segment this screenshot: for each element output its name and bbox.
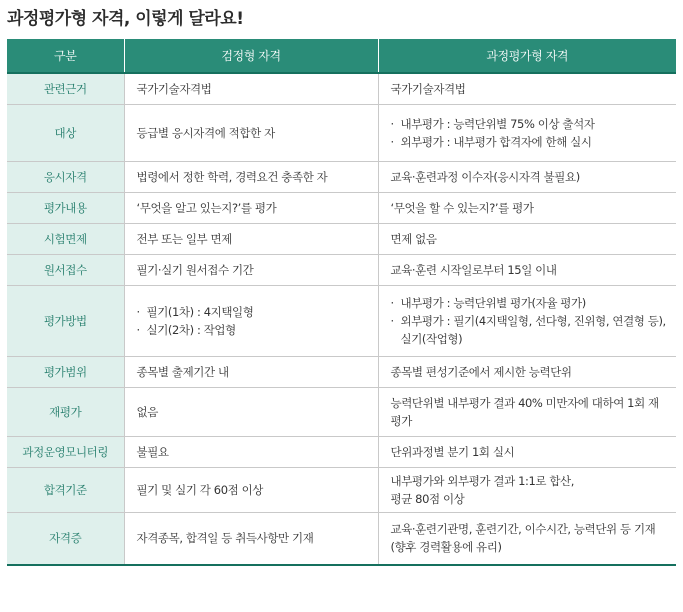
row-label: 자격증 [7, 512, 124, 565]
cell-text: 면제 없음 [390, 231, 437, 246]
cell-text: 교육·훈련 시작일로부터 15일 이내 [390, 262, 557, 277]
exam-cell [124, 387, 378, 436]
course-cell [378, 436, 676, 467]
bullet-item: · 필기(1차) : 4지택일형 [137, 303, 370, 321]
cell-text: 자격종목, 합격일 등 취득사항만 기재 [136, 531, 314, 546]
course-cell [378, 104, 676, 161]
cell-text: 필기 및 실기 각 60점 이상 [136, 482, 263, 497]
exam-cell [124, 73, 378, 104]
table-row [7, 254, 676, 285]
table-header [7, 39, 676, 73]
table-row [7, 73, 676, 104]
cell-text: 없음 [136, 404, 158, 419]
course-cell [378, 192, 676, 223]
exam-cell [124, 467, 378, 512]
course-cell [378, 387, 676, 436]
bullet-item: · 내부평가 : 능력단위별 75% 이상 출석자 [391, 115, 669, 133]
cell-text: 국가기술자격법 [136, 81, 212, 96]
course-cell [378, 285, 676, 356]
cell-text: 단위과정별 분기 1회 실시 [390, 444, 515, 459]
bullet-item: · 내부평가 : 능력단위별 평가(자율 평가) [391, 294, 669, 312]
cell-text: ‘무엇을 할 수 있는지?’를 평가 [390, 200, 534, 215]
exam-cell [124, 192, 378, 223]
table-row [7, 436, 676, 467]
cell-text: 전부 또는 일부 면제 [136, 231, 232, 246]
comparison-table [7, 39, 676, 566]
page-title: 과정평가형 자격, 이렇게 달라요! [7, 9, 244, 29]
exam-cell [124, 512, 378, 565]
header-course-type: 과정평가형 자격 [378, 39, 676, 73]
cell-text: 교육·훈련과정 이수자(응시자격 불필요) [390, 169, 580, 184]
header-category: 구분 [7, 39, 124, 73]
course-cell [378, 161, 676, 192]
row-label: 원서접수 [7, 254, 124, 285]
course-cell [378, 73, 676, 104]
cell-text: 종목별 편성기준에서 제시한 능력단위 [390, 364, 572, 379]
table-row [7, 356, 676, 387]
row-label: 과정운영모니터링 [7, 436, 124, 467]
row-label: 관련근거 [7, 73, 124, 104]
exam-cell [124, 223, 378, 254]
cell-text: 법령에서 정한 학력, 경력요건 충족한 자 [136, 169, 328, 184]
course-cell [378, 223, 676, 254]
row-label: 평가범위 [7, 356, 124, 387]
course-cell [378, 512, 676, 565]
table-row [7, 467, 676, 512]
cell-text: 교육·훈련기관명, 훈련기간, 이수시간, 능력단위 등 기재(향후 경력활용에 유리) [390, 522, 656, 555]
table-row [7, 104, 676, 161]
row-label: 응시자격 [7, 161, 124, 192]
cell-text: 국가기술자격법 [390, 81, 466, 96]
cell-text: 불필요 [136, 444, 169, 459]
cell-text: 내부평가와 외부평가 결과 1:1로 합산, [390, 473, 575, 488]
exam-cell [124, 436, 378, 467]
table-row [7, 192, 676, 223]
table-row [7, 285, 676, 356]
row-label: 시험면제 [7, 223, 124, 254]
row-label: 평가방법 [7, 285, 124, 356]
header-exam-type: 검정형 자격 [124, 39, 378, 73]
exam-cell [124, 356, 378, 387]
cell-text: 능력단위별 내부평가 결과 40% 미만자에 대하여 1회 재평가 [390, 395, 659, 428]
exam-cell [124, 104, 378, 161]
course-cell [378, 356, 676, 387]
row-label: 대상 [7, 104, 124, 161]
course-cell [378, 254, 676, 285]
exam-cell [124, 285, 378, 356]
cell-text: ‘무엇을 알고 있는지?’를 평가 [136, 200, 277, 215]
bullet-item: · 외부평가 : 필기(4지택일형, 선다형, 진위형, 연결형 등), 실기(작업형) [391, 312, 669, 348]
row-label: 합격기준 [7, 467, 124, 512]
table-row [7, 512, 676, 565]
table-row [7, 161, 676, 192]
table-row [7, 223, 676, 254]
exam-cell [124, 254, 378, 285]
row-label: 평가내용 [7, 192, 124, 223]
table-row [7, 387, 676, 436]
cell-text: 평균 80점 이상 [390, 491, 465, 506]
course-cell [378, 467, 676, 512]
cell-text: 등급별 응시자격에 적합한 자 [136, 125, 275, 140]
exam-cell [124, 161, 378, 192]
cell-text: 종목별 출제기간 내 [136, 364, 229, 379]
cell-text: 필기·실기 원서접수 기간 [136, 262, 254, 277]
table-body [7, 73, 676, 565]
bullet-item: · 실기(2차) : 작업형 [137, 321, 370, 339]
row-label: 재평가 [7, 387, 124, 436]
bullet-item: · 외부평가 : 내부평가 합격자에 한해 실시 [391, 133, 669, 151]
